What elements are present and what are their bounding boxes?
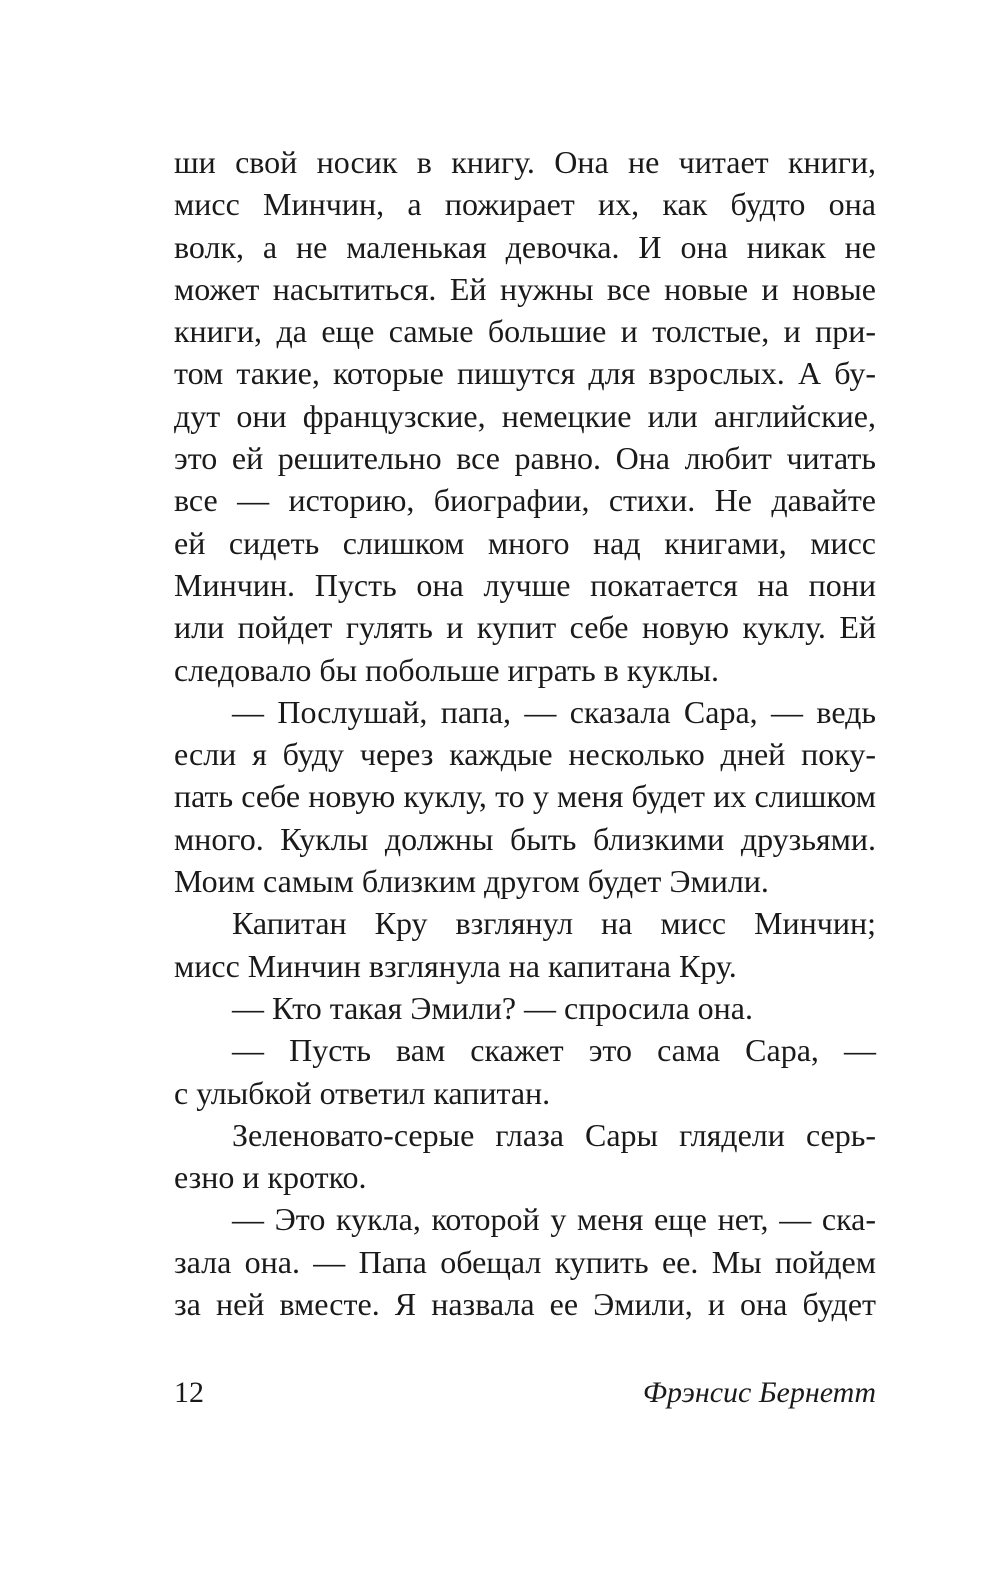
text-line: все — историю, биографии, стихи. Не давайте — [174, 482, 876, 519]
text-line: если я буду через каждые несколько дней поку- — [174, 736, 876, 773]
text-line: пать себе новую куклу, то у меня будет их слишком — [174, 778, 876, 815]
text-line: Зеленовато-серые глаза Сары глядели серь- — [232, 1116, 876, 1153]
text-line: книги, да еще самые большие и толстые, и при- — [174, 313, 876, 350]
text-line: следовало бы побольше играть в куклы. — [174, 651, 719, 688]
text-line: много. Куклы должны быть близкими друзьями. — [174, 820, 876, 857]
page-number: 12 — [174, 1376, 204, 1409]
text-line: том такие, которые пишутся для взрослых. А бу- — [174, 355, 876, 392]
text-line: — Пусть вам скажет это сама Сара, — — [232, 1032, 876, 1069]
text-line: ей сидеть слишком много над книгами, мисс — [174, 524, 876, 561]
text-line: Капитан Кру взглянул на мисс Минчин; — [232, 905, 876, 942]
text-line: мисс Минчин взглянула на капитана Кру. — [174, 947, 737, 984]
running-footer-author: Фрэнсис Бернетт — [642, 1376, 876, 1409]
text-line: Минчин. Пусть она лучше покатается на пони — [174, 566, 876, 603]
text-line: волк, а не маленькая девочка. И она никак не — [174, 228, 876, 265]
text-line: езно и кротко. — [174, 1159, 367, 1196]
text-line: — Это кукла, которой у меня еще нет, — ска- — [232, 1201, 876, 1238]
text-line: ши свой носик в книгу. Она не читает книги, — [174, 144, 876, 180]
text-line: может насытиться. Ей нужны все новые и новые — [174, 270, 876, 307]
text-line: или пойдет гулять и купит себе новую куклу. Ей — [174, 609, 876, 646]
text-line: с улыбкой ответил капитан. — [174, 1074, 551, 1111]
text-line: дут они французские, немецкие или английские, — [174, 397, 876, 434]
text-line: за ней вместе. Я назвала ее Эмили, и она будет — [174, 1286, 876, 1323]
text-line: зала она. — Папа обещал купить ее. Мы пойдем — [174, 1243, 876, 1280]
text-line: Моим самым близким другом будет Эмили. — [174, 863, 769, 900]
text-line: мисс Минчин, а пожирает их, как будто она — [174, 186, 876, 223]
body-text — [174, 141, 876, 1325]
text-line: — Послушай, папа, — сказала Сара, — ведь — [232, 693, 876, 730]
page-footer — [174, 1373, 876, 1413]
text-line: — Кто такая Эмили? — спросила она. — [232, 989, 753, 1026]
text-line: это ей решительно все равно. Она любит читать — [174, 440, 876, 477]
